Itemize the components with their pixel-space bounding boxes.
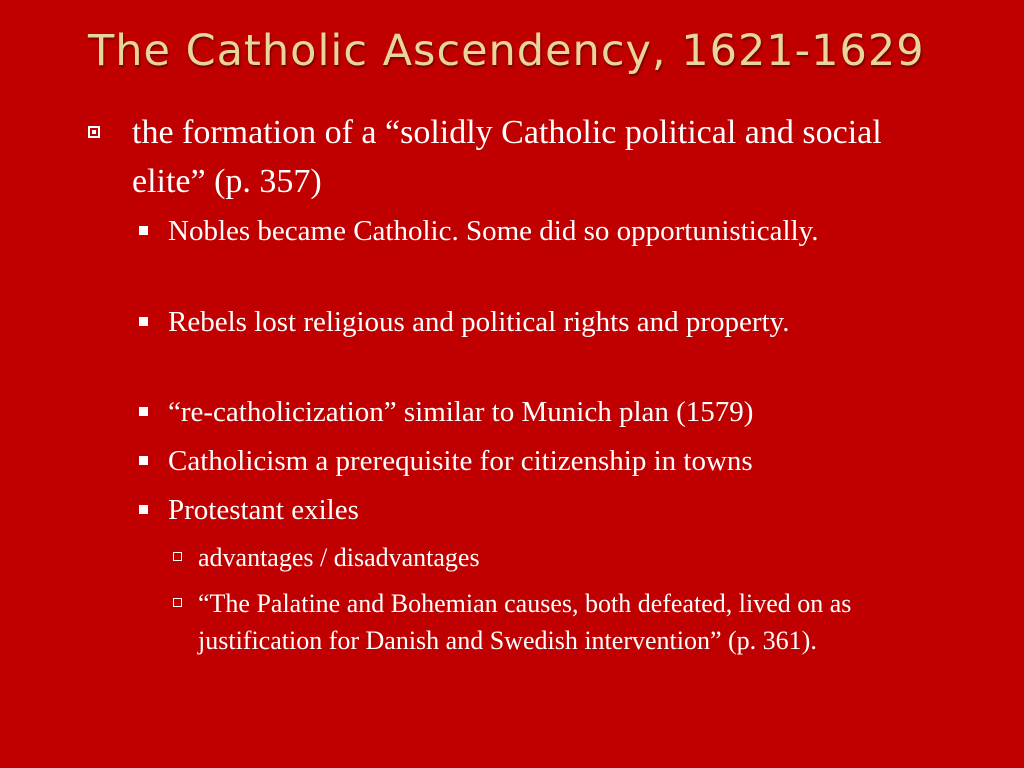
sub-bullet-protestant-exiles (168, 490, 968, 531)
bullet-text: Catholicism a prerequisite for citizenship in towns (168, 445, 753, 477)
sub-sub-bullet-advantages (198, 539, 978, 576)
bullet-text: Protestant exiles (168, 494, 359, 526)
bullet-item-elite-formation (132, 108, 952, 206)
slide-title: The Catholic Ascendency, 1621-1629 (88, 26, 925, 76)
bullet-text: advantages / disadvantages (198, 543, 480, 572)
bullet-text: “The Palatine and Bohemian causes, both defeated, lived on as justification for Danish and Swedish intervention” (p. 361). (198, 589, 852, 655)
filled-square-icon (139, 456, 148, 465)
filled-square-icon (139, 407, 148, 416)
bullet-text: the formation of a “solidly Catholic political and social elite” (p. 357) (132, 114, 882, 200)
bullet-text: “re-catholicization” similar to Munich plan (1579) (168, 396, 754, 428)
filled-square-icon (139, 505, 148, 514)
outline-square-icon (173, 598, 182, 607)
sub-bullet-citizenship (168, 441, 968, 482)
filled-square-icon (139, 317, 148, 326)
bullet-text: Nobles became Catholic. Some did so opportunistically. (168, 215, 819, 247)
sub-bullet-recatholicization (168, 392, 968, 433)
square-outline-dot-icon (88, 126, 100, 138)
bullet-text: Rebels lost religious and political rights and property. (168, 306, 790, 338)
filled-square-icon (139, 226, 148, 235)
sub-sub-bullet-palatine-quote (198, 585, 978, 659)
sub-bullet-rebels (168, 302, 968, 343)
outline-square-icon (173, 552, 182, 561)
sub-bullet-nobles (168, 211, 968, 252)
